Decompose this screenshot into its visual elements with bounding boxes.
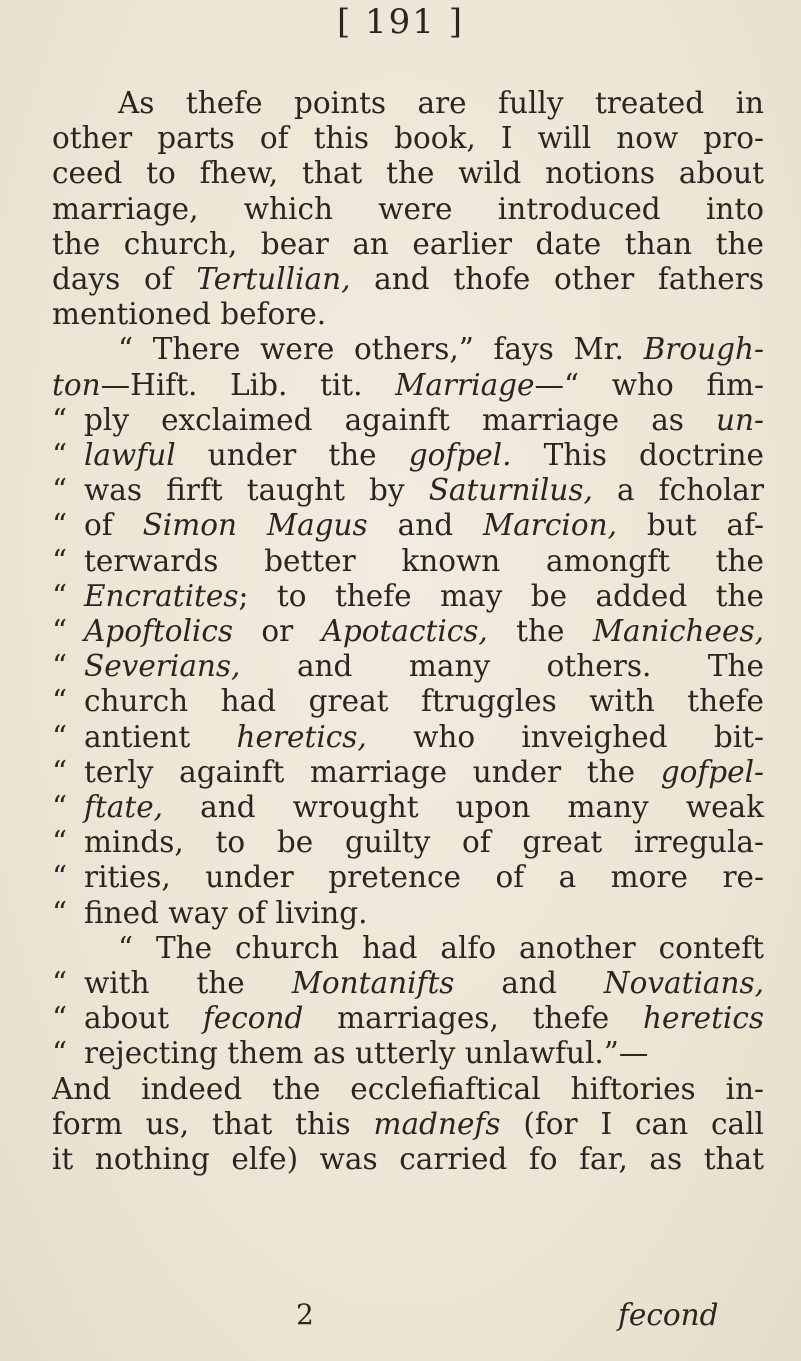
italic-term: Marcion, bbox=[483, 508, 617, 542]
text-line: “ ftate, and wrought upon many weak bbox=[52, 790, 764, 824]
text-line: “ antient heretics, who inveighed bit- bbox=[52, 720, 764, 754]
running-quote-mark: “ bbox=[52, 473, 68, 507]
text-line: other parts of this book, I will now pro- bbox=[52, 121, 764, 155]
text-line: “ was firft taught by Saturnilus, a fcholar bbox=[52, 473, 764, 507]
text-line: “ terly againft marriage under the gofpel- bbox=[52, 755, 764, 789]
running-quote-mark: “ bbox=[52, 1001, 68, 1035]
text-line: “ The church had alfo another conteft bbox=[118, 931, 764, 965]
catchword: fecond bbox=[618, 1298, 719, 1332]
signature-mark: 2 bbox=[296, 1298, 314, 1331]
italic-term: gofpel. bbox=[408, 438, 512, 472]
text-line: form us, that this madnefs (for I can call bbox=[52, 1107, 764, 1141]
italic-term: Marriage bbox=[395, 368, 535, 402]
italic-term: un- bbox=[716, 403, 764, 437]
italic-term: fecond bbox=[202, 1001, 304, 1035]
italic-term: Novatians, bbox=[603, 966, 764, 1000]
page-footer bbox=[0, 1298, 801, 1338]
italic-term: Severians, bbox=[84, 649, 241, 683]
running-quote-mark: “ bbox=[52, 579, 68, 613]
italic-term: Apotactics, bbox=[321, 614, 488, 648]
text-line: “ fined way of living. bbox=[52, 896, 368, 930]
running-quote-mark: “ bbox=[52, 508, 68, 542]
page-number: 191 bbox=[365, 2, 436, 42]
italic-term: madnefs bbox=[373, 1107, 501, 1141]
running-quote-mark: “ bbox=[52, 790, 68, 824]
text-line: days of Tertullian, and thofe other fathers bbox=[52, 262, 764, 296]
text-line: it nothing elfe) was carried fo far, as that bbox=[52, 1142, 764, 1176]
text-line: “ Apoftolics or Apotactics, the Manichees, bbox=[52, 614, 764, 648]
text-line: ceed to fhew, that the wild notions about bbox=[52, 156, 764, 190]
text-line: the church, bear an earlier date than the bbox=[52, 227, 764, 261]
page-header: [ 191 ] bbox=[336, 2, 465, 42]
text-line: As thefe points are fully treated in bbox=[118, 86, 764, 120]
text-line: “ minds, to be guilty of great irregula- bbox=[52, 825, 764, 859]
running-quote-mark: “ bbox=[52, 684, 68, 718]
running-quote-mark: “ bbox=[52, 720, 68, 754]
italic-term: Apoftolics bbox=[84, 614, 234, 648]
text-line: “ rities, under pretence of a more re- bbox=[52, 860, 764, 894]
italic-term: Tertullian, bbox=[196, 262, 351, 296]
text-line: “ rejecting them as utterly unlawful.”— bbox=[52, 1036, 649, 1070]
text-line: “ ply exclaimed againft marriage as un- bbox=[52, 403, 764, 437]
running-quote-mark: “ bbox=[52, 860, 68, 894]
text-line: “ Severians, and many others. The bbox=[52, 649, 764, 683]
text-line: “ terwards better known amongft the bbox=[52, 544, 764, 578]
running-quote-mark: “ bbox=[52, 544, 68, 578]
running-quote-mark: “ bbox=[52, 896, 68, 930]
running-quote-mark: “ bbox=[52, 1036, 68, 1070]
running-quote-mark: “ bbox=[52, 649, 68, 683]
text-line: “ about fecond marriages, thefe heretics bbox=[52, 1001, 765, 1035]
italic-term: heretics bbox=[643, 1001, 765, 1035]
italic-term: Montanifts bbox=[291, 966, 455, 1000]
italic-term: ftate, bbox=[84, 790, 164, 824]
italic-term: Brough- bbox=[643, 332, 764, 366]
text-line: And indeed the ecclefiaftical hiftories in- bbox=[52, 1072, 764, 1106]
italic-term: ton bbox=[52, 368, 101, 402]
running-quote-mark: “ bbox=[52, 966, 68, 1000]
text-line: marriage, which were introduced into bbox=[52, 192, 764, 226]
italic-term: Encratites bbox=[84, 579, 239, 613]
text-line: mentioned before. bbox=[52, 297, 327, 331]
text-line: “ church had great ftruggles with thefe bbox=[52, 684, 764, 718]
running-quote-mark: “ bbox=[52, 825, 68, 859]
text-line: “ Encratites; to thefe may be added the bbox=[52, 579, 764, 613]
text-line: “ of Simon Magus and Marcion, but af- bbox=[52, 508, 764, 542]
italic-term: Manichees, bbox=[592, 614, 764, 648]
running-quote-mark: “ bbox=[52, 438, 68, 472]
running-quote-mark: “ bbox=[52, 614, 68, 648]
italic-term: Saturnilus, bbox=[428, 473, 593, 507]
italic-term: heretics, bbox=[236, 720, 367, 754]
text-line: “ with the Montanifts and Novatians, bbox=[52, 966, 764, 1000]
text-line: “ There were others,” fays Mr. Brough- bbox=[118, 332, 764, 366]
running-quote-mark: “ bbox=[52, 403, 68, 437]
italic-term: Simon Magus bbox=[142, 508, 368, 542]
italic-term: gofpel- bbox=[660, 755, 764, 789]
text-line: “ lawful under the gofpel. This doctrine bbox=[52, 438, 764, 472]
italic-term: lawful bbox=[84, 438, 176, 472]
running-quote-mark: “ bbox=[52, 755, 68, 789]
text-line: ton—Hift. Lib. tit. Marriage—“ who fim- bbox=[52, 368, 764, 402]
